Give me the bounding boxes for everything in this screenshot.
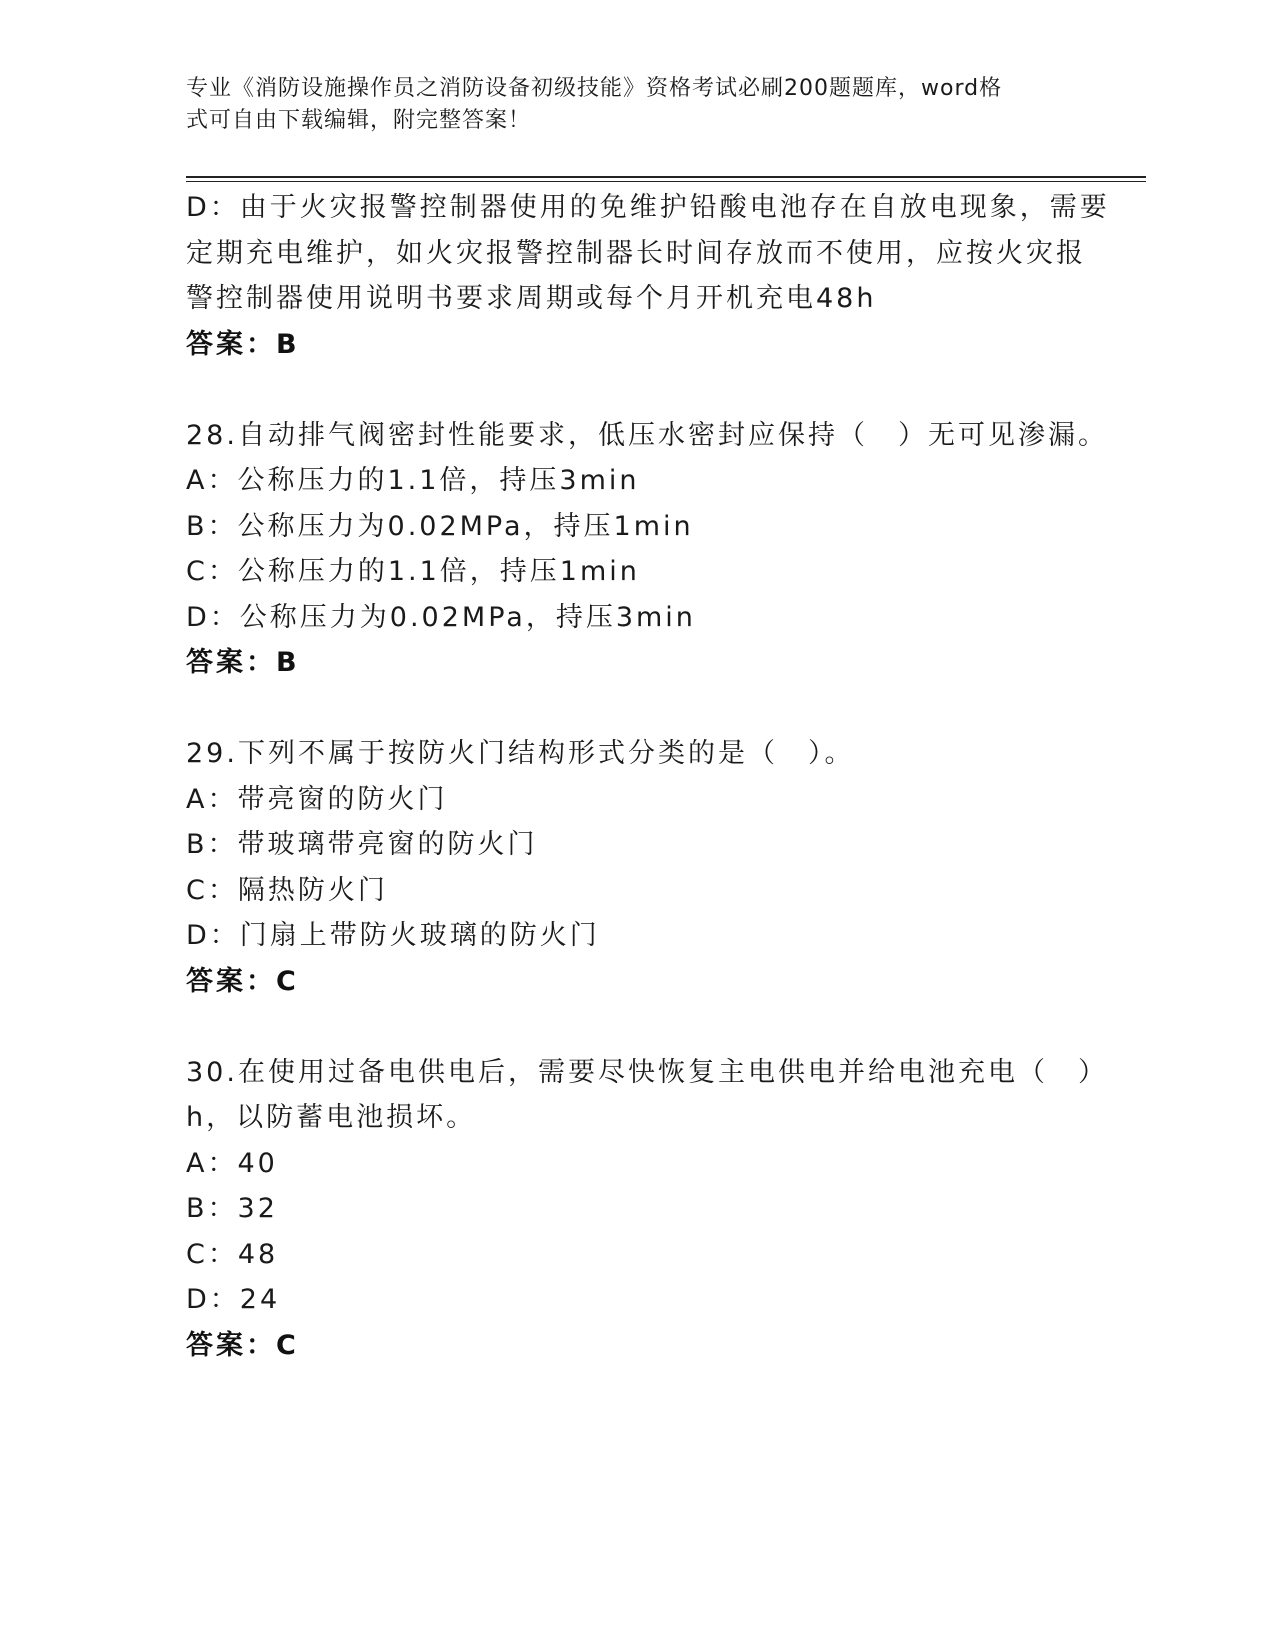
q30-question-line-1: 30.在使用过备电供电后，需要尽快恢复主电供电并给电池充电（ ） <box>186 1056 1108 1088</box>
q28-option-c: C：公称压力的1.1倍，持压1min <box>186 556 640 587</box>
q27-answer: 答案：B <box>186 328 300 360</box>
q28-question: 28.自动排气阀密封性能要求，低压水密封应保持（ ）无可见渗漏。 <box>186 419 1108 451</box>
q27-option-d-line-1: D：由于火灾报警控制器使用的免维护铅酸电池存在自放电现象，需要 <box>186 192 1110 223</box>
question-27-block <box>186 185 1110 367</box>
q28-option-b: B：公称压力为0.02MPa，持压1min <box>186 510 694 542</box>
header-divider-thick <box>186 176 1146 178</box>
q30-answer: 答案：C <box>186 1329 299 1361</box>
q29-question: 29.下列不属于按防火门结构形式分类的是（ ）。 <box>186 738 855 769</box>
q27-option-d-line-3: 警控制器使用说明书要求周期或每个月开机充电48h <box>186 283 877 314</box>
q29-answer: 答案：C <box>186 965 299 997</box>
spacer <box>186 1004 1086 1050</box>
q30-option-c: C：48 <box>186 1238 279 1270</box>
q30-question-line-2: h，以防蓄电池损坏。 <box>186 1102 477 1133</box>
q29-option-b: B：带玻璃带亮窗的防火门 <box>186 829 538 860</box>
q30-option-b: B：32 <box>186 1193 278 1224</box>
q29-option-d: D：门扇上带防火玻璃的防火门 <box>186 920 600 951</box>
q28-answer: 答案：B <box>186 647 300 678</box>
header-line-2: 式可自由下载编辑，附完整答案！ <box>186 108 532 133</box>
q30-option-d: D：24 <box>186 1284 281 1315</box>
q27-option-d-line-2: 定期充电维护，如火灾报警控制器长时间存放而不使用，应按火灾报 <box>186 237 1086 269</box>
q29-option-c: C：隔热防火门 <box>186 874 388 906</box>
q29-option-a: A：带亮窗的防火门 <box>186 783 448 815</box>
page-header <box>186 73 1066 137</box>
header-line-1: 专业《消防设施操作员之消防设备初级技能》资格考试必刷200题题库，word格 <box>186 76 1003 101</box>
spacer <box>186 367 1086 413</box>
q30-option-a: A：40 <box>186 1147 278 1179</box>
q28-option-a: A：公称压力的1.1倍，持压3min <box>186 465 640 496</box>
document-body <box>186 185 1110 1368</box>
question-30-block <box>186 1050 1108 1369</box>
header-divider-thin <box>186 181 1146 182</box>
spacer <box>186 686 1086 732</box>
question-28-block <box>186 413 1108 686</box>
question-29-block <box>186 731 1086 1004</box>
q28-option-d: D：公称压力为0.02MPa，持压3min <box>186 601 696 633</box>
